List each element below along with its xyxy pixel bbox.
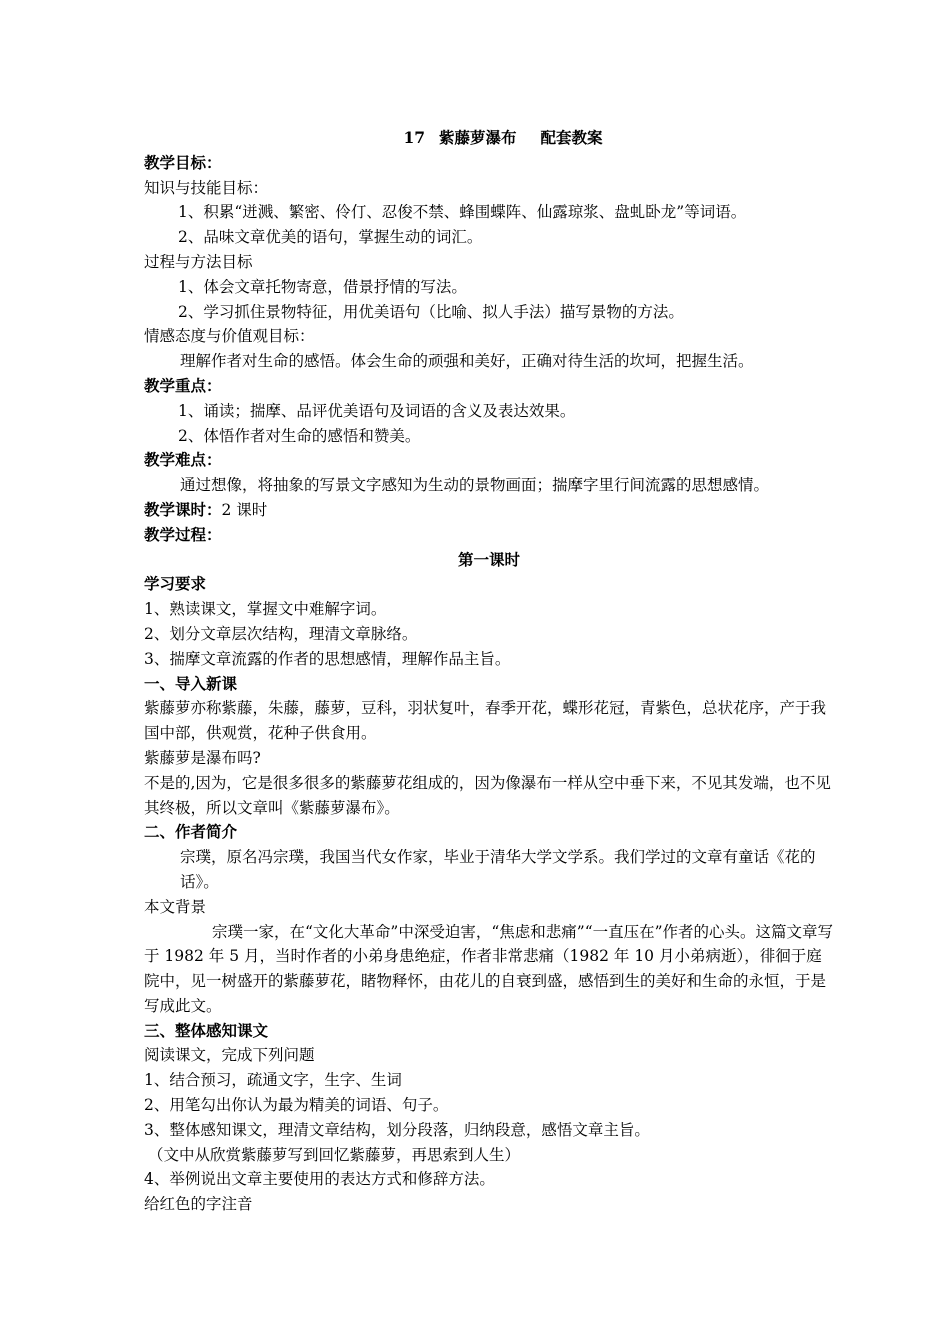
emotion-heading: 情感态度与价值观目标： xyxy=(144,327,315,346)
title-main: 紫藤萝瀑布 xyxy=(439,128,517,147)
section3-heading: 三、整体感知课文 xyxy=(144,1020,269,1040)
knowledge-heading: 知识与技能目标： xyxy=(144,178,269,197)
section2-paragraph: 宗璞，原名冯宗璞，我国当代女作家，毕业于清华大学文学系。我们学过的文章有童话《花的话》。 xyxy=(180,848,816,891)
hours-label: 教学课时： xyxy=(144,499,222,519)
background-heading: 本文背景 xyxy=(144,897,207,916)
knowledge-item: 1、积累“迸溅、繁密、伶仃、忍俊不禁、蜂围蝶阵、仙露琼浆、盘虬卧龙”等词语。 xyxy=(178,203,747,222)
section1-paragraph: 紫藤萝亦称紫藤，朱藤，藤萝，豆科，羽状复叶，春季开花，蝶形花冠，青紫色，总状花序，产于我国中部，供观赏，花种子供食用。 xyxy=(144,699,827,743)
title-sub: 配套教案 xyxy=(540,128,603,147)
page-title xyxy=(144,126,834,151)
goals-heading: 教学目标： xyxy=(144,152,222,172)
requirement-item: 3、揣摩文章流露的作者的思想感情，理解作品主旨。 xyxy=(144,649,511,668)
key-item: 2、体悟作者对生命的感悟和赞美。 xyxy=(178,426,421,445)
lesson-plan-body xyxy=(144,126,834,1217)
section3-item: 4、举例说出文章主要使用的表达方式和修辞方法。 xyxy=(144,1170,495,1189)
difficulty-heading: 教学难点： xyxy=(144,450,222,470)
teaching-hours xyxy=(144,498,834,523)
requirement-item: 1、熟读课文，掌握文中难解字词。 xyxy=(144,600,387,619)
section3-item: 2、用笔勾出你认为最为精美的词语、句子。 xyxy=(144,1096,449,1115)
process-heading: 过程与方法目标 xyxy=(144,252,253,271)
key-heading: 教学重点： xyxy=(144,375,222,395)
section2-heading: 二、作者简介 xyxy=(144,822,238,842)
requirements-heading: 学习要求 xyxy=(144,574,207,594)
section3-last: 给红色的字注音 xyxy=(144,1195,253,1214)
knowledge-item: 2、品味文章优美的语句，掌握生动的词汇。 xyxy=(178,228,483,247)
title-number: 17 xyxy=(403,128,426,147)
process-item: 1、体会文章托物寄意，借景抒情的写法。 xyxy=(178,277,467,296)
key-item: 1、诵读；揣摩、品评优美语句及词语的含义及表达效果。 xyxy=(178,401,576,420)
difficulty-text: 通过想像，将抽象的写景文字感知为生动的景物画面；揣摩字里行间流露的思想感情。 xyxy=(180,476,770,495)
section3-note: （文中从欣赏紫藤萝写到回忆紫藤萝，再思索到人生） xyxy=(148,1145,521,1164)
section3-item: 1、结合预习，疏通文字，生字、生词 xyxy=(144,1071,402,1090)
process-item: 2、学习抓住景物特征，用优美语句（比喻、拟人手法）描写景物的方法。 xyxy=(178,302,684,321)
requirement-item: 2、划分文章层次结构，理清文章脉络。 xyxy=(144,624,418,643)
emotion-text: 理解作者对生命的感悟。体会生命的顽强和美好，正确对待生活的坎坷，把握生活。 xyxy=(180,352,754,371)
section3-item: 3、整体感知课文，理清文章结构，划分段落，归纳段意，感悟文章主旨。 xyxy=(144,1120,650,1139)
section1-question: 紫藤萝是瀑布吗? xyxy=(144,748,261,767)
lesson-heading: 第一课时 xyxy=(457,549,520,569)
section1-answer: 不是的,因为，它是很多很多的紫藤萝花组成的，因为像瀑布一样从空中垂下来，不见其发端，也不见其终极，所以文章叫《紫藤萝瀑布》。 xyxy=(144,773,831,817)
section3-intro: 阅读课文，完成下列问题 xyxy=(144,1046,315,1065)
hours-value: 2 课时 xyxy=(221,500,268,519)
background-paragraph: 宗璞一家，在“文化大革命”中深受迫害，“焦虑和悲痛”“一直压在”作者的心头。这篇文章写于 1982 年 5 月，当时作者的小弟身患绝症，作者非常悲痛（1982 年 10 月小弟病逝），徘徊于庭院中，见一树盛开的紫藤萝花，睹物释怀，由花儿的自衰到盛，感悟到生的美好和生命的永恒，于是写成此文。 xyxy=(144,922,834,1015)
section1-heading: 一、导入新课 xyxy=(144,673,238,693)
procedure-heading: 教学过程： xyxy=(144,524,222,544)
